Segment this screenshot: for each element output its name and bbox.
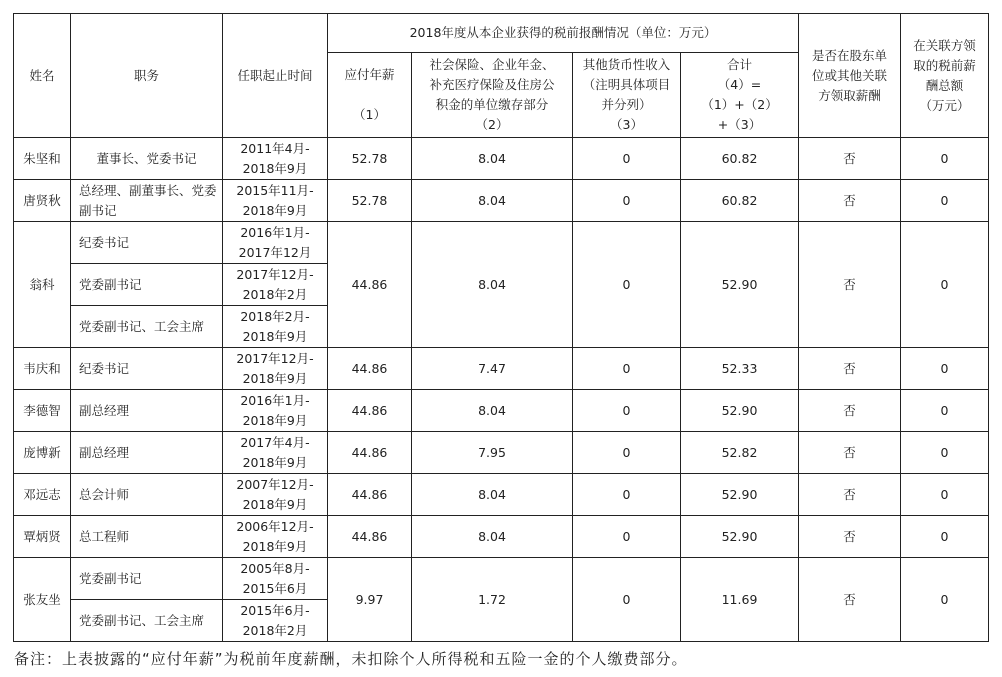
insurance-cell: 8.04: [412, 516, 573, 558]
total-cell: 52.90: [681, 516, 799, 558]
related-amount-cell: 0: [901, 222, 989, 348]
position-cell: 纪委书记: [71, 348, 223, 390]
name-cell: 庞博新: [14, 432, 71, 474]
table-row: [14, 222, 989, 264]
position-cell: 党委副书记: [71, 264, 223, 306]
other-income-cell: 0: [573, 138, 681, 180]
total-cell: 11.69: [681, 558, 799, 642]
table-row: [14, 180, 989, 222]
term-cell: 2006年12月- 2018年9月: [223, 516, 328, 558]
term-cell: 2016年1月- 2017年12月: [223, 222, 328, 264]
term-cell: 2015年11月- 2018年9月: [223, 180, 328, 222]
total-cell: 60.82: [681, 138, 799, 180]
total-cell: 52.82: [681, 432, 799, 474]
related-party-cell: 否: [799, 390, 901, 432]
salary-cell: 44.86: [328, 348, 412, 390]
table-row: [14, 390, 989, 432]
related-party-cell: 否: [799, 432, 901, 474]
position-cell: 总经理、副董事长、党委副书记: [71, 180, 223, 222]
compensation-table: [13, 13, 989, 642]
other-income-cell: 0: [573, 180, 681, 222]
position-cell: 总工程师: [71, 516, 223, 558]
term-cell: 2016年1月- 2018年9月: [223, 390, 328, 432]
salary-cell: 44.86: [328, 516, 412, 558]
name-cell: 唐贤秋: [14, 180, 71, 222]
term-cell: 2011年4月- 2018年9月: [223, 138, 328, 180]
total-cell: 60.82: [681, 180, 799, 222]
total-cell: 52.90: [681, 222, 799, 348]
position-cell: 副总经理: [71, 432, 223, 474]
table-row: [14, 348, 989, 390]
related-party-cell: 否: [799, 558, 901, 642]
insurance-cell: 8.04: [412, 222, 573, 348]
position-cell: 党委副书记、工会主席: [71, 600, 223, 642]
term-cell: 2017年12月- 2018年9月: [223, 348, 328, 390]
name-cell: 李德智: [14, 390, 71, 432]
salary-cell: 44.86: [328, 474, 412, 516]
name-cell: 邓远志: [14, 474, 71, 516]
table-body: [14, 138, 989, 642]
position-cell: 董事长、党委书记: [71, 138, 223, 180]
related-party-cell: 否: [799, 180, 901, 222]
position-cell: 总会计师: [71, 474, 223, 516]
other-income-cell: 0: [573, 432, 681, 474]
header-name: 姓名: [14, 14, 71, 138]
table-row: [14, 474, 989, 516]
insurance-cell: 1.72: [412, 558, 573, 642]
term-cell: 2017年12月- 2018年2月: [223, 264, 328, 306]
header-group: 2018年度从本企业获得的税前报酬情况（单位：万元）: [328, 14, 799, 53]
header-related-amount: 在关联方领 取的税前薪 酬总额 （万元）: [901, 14, 989, 138]
footnote: 备注：上表披露的“应付年薪”为税前年度薪酬，未扣除个人所得税和五险一金的个人缴费部分。: [14, 650, 688, 668]
header-related: 是否在股东单 位或其他关联 方领取薪酬: [799, 14, 901, 138]
related-amount-cell: 0: [901, 390, 989, 432]
term-cell: 2018年2月- 2018年9月: [223, 306, 328, 348]
salary-cell: 44.86: [328, 432, 412, 474]
header-total: 合计 （4）=（1）+（2） +（3）: [681, 53, 799, 138]
related-party-cell: 否: [799, 474, 901, 516]
salary-cell: 52.78: [328, 180, 412, 222]
term-cell: 2017年4月- 2018年9月: [223, 432, 328, 474]
other-income-cell: 0: [573, 348, 681, 390]
total-cell: 52.90: [681, 474, 799, 516]
table-row: [14, 516, 989, 558]
related-amount-cell: 0: [901, 180, 989, 222]
related-amount-cell: 0: [901, 432, 989, 474]
salary-cell: 52.78: [328, 138, 412, 180]
term-cell: 2015年6月- 2018年2月: [223, 600, 328, 642]
insurance-cell: 7.95: [412, 432, 573, 474]
position-cell: 纪委书记: [71, 222, 223, 264]
other-income-cell: 0: [573, 474, 681, 516]
related-party-cell: 否: [799, 516, 901, 558]
insurance-cell: 8.04: [412, 390, 573, 432]
insurance-cell: 8.04: [412, 138, 573, 180]
name-cell: 翁科: [14, 222, 71, 348]
header-term: 任职起止时间: [223, 14, 328, 138]
header-salary: 应付年薪 （1）: [328, 53, 412, 138]
insurance-cell: 7.47: [412, 348, 573, 390]
related-party-cell: 否: [799, 222, 901, 348]
total-cell: 52.33: [681, 348, 799, 390]
other-income-cell: 0: [573, 516, 681, 558]
header-other: 其他货币性收入 （注明具体项目 并分列） （3）: [573, 53, 681, 138]
total-cell: 52.90: [681, 390, 799, 432]
name-cell: 朱坚和: [14, 138, 71, 180]
related-amount-cell: 0: [901, 516, 989, 558]
related-party-cell: 否: [799, 348, 901, 390]
insurance-cell: 8.04: [412, 180, 573, 222]
position-cell: 党委副书记、工会主席: [71, 306, 223, 348]
name-cell: 韦庆和: [14, 348, 71, 390]
term-cell: 2007年12月- 2018年9月: [223, 474, 328, 516]
header-position: 职务: [71, 14, 223, 138]
term-cell: 2005年8月- 2015年6月: [223, 558, 328, 600]
position-cell: 党委副书记: [71, 558, 223, 600]
name-cell: 覃炳贤: [14, 516, 71, 558]
related-amount-cell: 0: [901, 558, 989, 642]
other-income-cell: 0: [573, 390, 681, 432]
table-row: [14, 432, 989, 474]
salary-cell: 9.97: [328, 558, 412, 642]
salary-cell: 44.86: [328, 222, 412, 348]
related-party-cell: 否: [799, 138, 901, 180]
related-amount-cell: 0: [901, 474, 989, 516]
other-income-cell: 0: [573, 222, 681, 348]
related-amount-cell: 0: [901, 138, 989, 180]
insurance-cell: 8.04: [412, 474, 573, 516]
related-amount-cell: 0: [901, 348, 989, 390]
name-cell: 张友坐: [14, 558, 71, 642]
table-row: [14, 138, 989, 180]
salary-cell: 44.86: [328, 390, 412, 432]
table-row: [14, 558, 989, 600]
position-cell: 副总经理: [71, 390, 223, 432]
other-income-cell: 0: [573, 558, 681, 642]
header-insurance: 社会保险、企业年金、 补充医疗保险及住房公 积金的单位缴存部分 （2）: [412, 53, 573, 138]
